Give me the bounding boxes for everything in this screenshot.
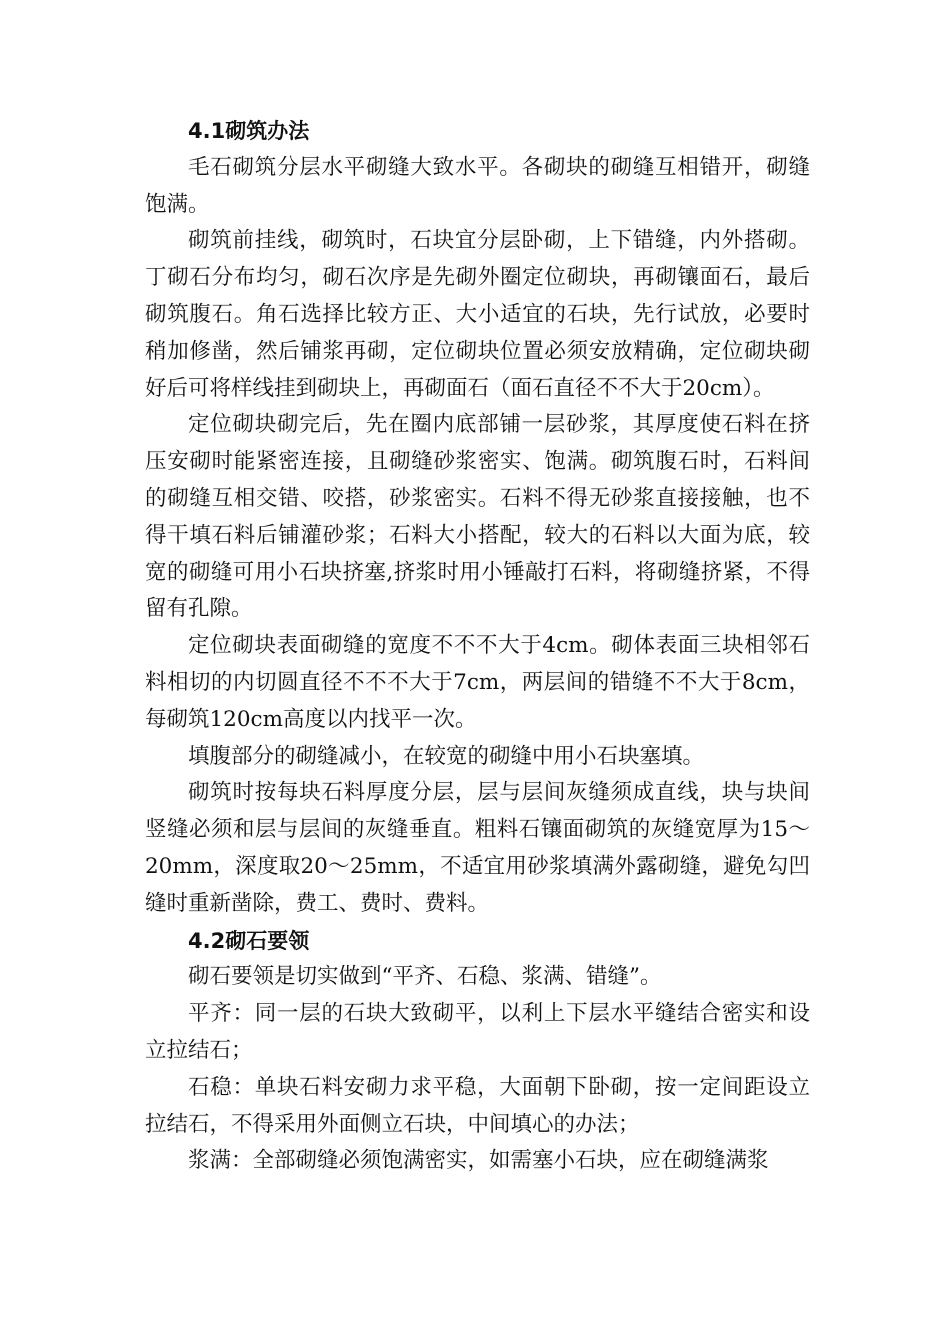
paragraph-level: 平齐：同一层的石块大致砌平，以利上下层水平缝结合密实和设立拉结石； — [145, 1001, 810, 1063]
paragraph-key-points: 砌石要领是切实做到“平齐、石稳、浆满、错缝”。 — [188, 964, 662, 990]
paragraph-joint-width: 定位砌块表面砌缝的宽度不不不大于4cm。砌体表面三块相邻石料相切的内切圆直径不不不大于7cm，两层间的错缝不不大于8cm，每砌筑120cm高度以内找平一次。 — [145, 633, 810, 732]
paragraph-rubble-layering: 毛石砌筑分层水平砌缝大致水平。各砌块的砌缝互相错开，砌缝饱满。 — [145, 154, 810, 217]
paragraph-stable: 石稳：单块石料安砌力求平稳，大面朝下卧砌，按一定间距设立拉结石，不得采用外面侧立石块，中间填心的办法； — [145, 1074, 810, 1137]
paragraph-infill-joints: 填腹部分的砌缝减小，在较宽的砌缝中用小石块塞填。 — [188, 743, 705, 769]
section-heading-4-2: 4.2砌石要领 — [188, 928, 310, 953]
paragraph-mortar-bedding: 定位砌块砌完后，先在圈内底部铺一层砂浆，其厚度使石料在挤压安砌时能紧密连接，且砌缝砂浆密实、饱满。砌筑腹石时，石料间的砌缝互相交错、咬搭，砂浆密实。石料不得无砂浆直接接触，也不得干填石料后铺灌砂浆；石料大小搭配，较大的石料以大面为底，较宽的砌缝可用小石块挤塞,挤浆时用小锤敲打石料，将砌缝挤紧，不得留有孔隙。 — [145, 412, 810, 622]
paragraph-layer-joints: 砌筑时按每块石料厚度分层，层与层间灰缝须成直线，块与块间竖缝必须和层与层间的灰缝垂直。粗料石镶面砌筑的灰缝宽厚为15～20mm，深度取20～25mm，不适宜用砂浆填满外露砌缝，避免勾凹缝时重新凿除，费工、费时、费料。 — [145, 780, 810, 916]
paragraph-full-mortar: 浆满：全部砌缝必须饱满密实，如需塞小石块，应在砌缝满浆 — [188, 1148, 769, 1174]
document-page — [145, 113, 810, 1180]
section-heading-4-1: 4.1砌筑办法 — [188, 119, 310, 143]
paragraph-line-setting: 砌筑前挂线，砌筑时，石块宜分层卧砌，上下错缝，内外搭砌。丁砌石分布均匀，砌石次序是先砌外圈定位砌块，再砌镶面石，最后砌筑腹石。角石选择比较方正、大小适宜的石块，先行试放，必要时稍加修凿，然后铺浆再砌，定位砌块位置必须安放精确，定位砌块砌好后可将样线挂到砌块上，再砌面石（面石直径不不大于20cm）。 — [145, 228, 810, 401]
